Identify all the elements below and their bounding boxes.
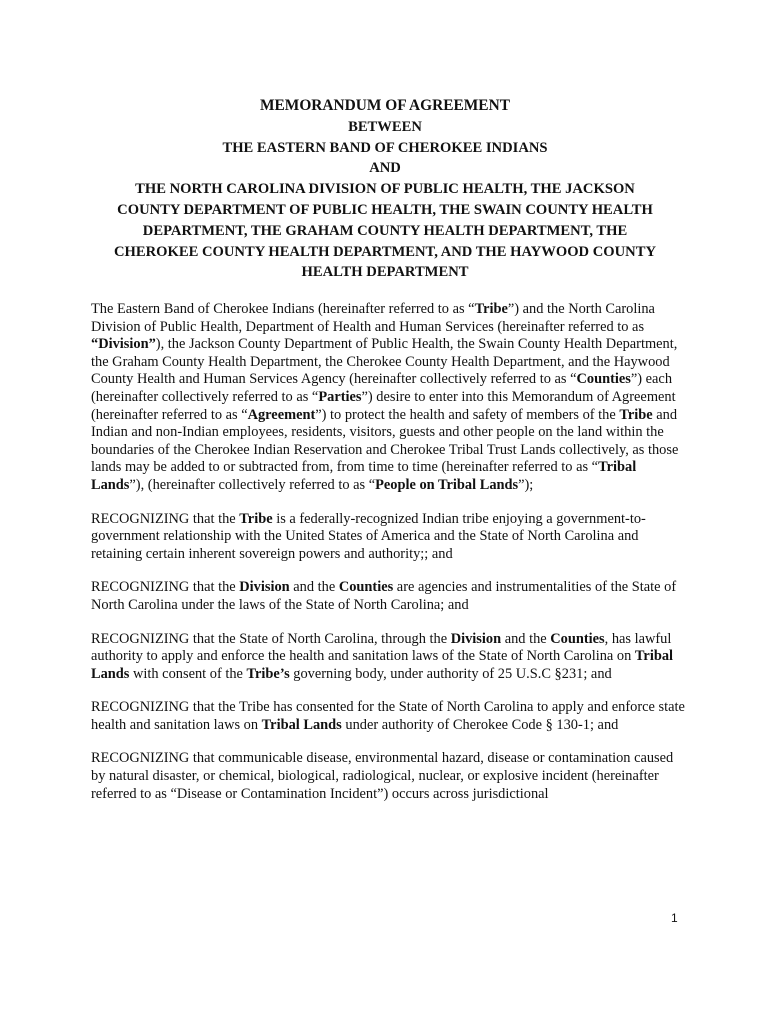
heading-party-two-line: DEPARTMENT, THE GRAHAM COUNTY HEALTH DEPARTMENT, THE (142, 222, 628, 239)
paragraph-text: ”) desire to enter into this Memorandum of Agreement (hereinafter referred to as “ (91, 388, 676, 423)
page-number: 1 (671, 911, 678, 925)
paragraph-text: , has lawful authority to apply and enforce the health and sanitation laws of the State of North Carolina on (91, 630, 672, 665)
document-heading (92, 96, 678, 283)
paragraph-text: RECOGNIZING that the (91, 579, 240, 596)
bold-term: Tribe (239, 510, 273, 527)
paragraph-text: and the (501, 630, 551, 647)
paragraph-text: ”); (518, 476, 534, 493)
paragraph-text: ”) each (hereinafter collectively referred to as “ (91, 371, 673, 405)
bold-term: Tribe (474, 301, 508, 317)
heading-party-one: THE EASTERN BAND OF CHEROKEE INDIANS (222, 139, 548, 156)
paragraph-text: governing body, under authority of 25 U.S.C §231; and (289, 665, 612, 682)
heading-party-two-line: CHEROKEE COUNTY HEALTH DEPARTMENT, AND THE HAYWOOD COUNTY (114, 243, 656, 260)
bold-term: Counties (576, 371, 631, 388)
heading-party-two-line: THE NORTH CAROLINA DIVISION OF PUBLIC HEALTH, THE JACKSON (135, 181, 635, 198)
document-body (91, 301, 685, 819)
paragraph (91, 301, 685, 495)
bold-term: “Division” (91, 336, 156, 353)
paragraph-text: is a federally-recognized Indian tribe enjoying a government-to-government relationship with the United States of America and the State of North Carolina and retaining certain inherent sovereign powers and authority;; and (91, 510, 646, 562)
heading-between: BETWEEN (348, 118, 422, 135)
paragraph (91, 579, 685, 614)
heading-party-two-line: HEALTH DEPARTMENT (301, 264, 469, 281)
heading-party-two-line: COUNTY DEPARTMENT OF PUBLIC HEALTH, THE SWAIN COUNTY HEALTH (117, 201, 653, 218)
paragraph-text: are agencies and instrumentalities of the State of North Carolina under the laws of the State of North Carolina; and (91, 579, 677, 613)
bold-term: Parties (318, 388, 362, 405)
paragraph (91, 631, 685, 684)
bold-term: People on Tribal Lands (375, 476, 519, 493)
bold-term: Counties (550, 630, 605, 647)
paragraph-text: ”) to protect the health and safety of members of the (315, 406, 620, 423)
paragraph (91, 511, 685, 564)
bold-term: Tribal Lands (91, 459, 637, 493)
paragraph-text: ”), (hereinafter collectively referred to as “ (129, 476, 376, 493)
paragraph (91, 699, 685, 734)
bold-term: Division (450, 630, 502, 647)
heading-and: AND (369, 160, 401, 177)
document-title: MEMORANDUM OF AGREEMENT (260, 97, 510, 114)
paragraph-text: The Eastern Band of Cherokee Indians (hereinafter referred to as “ (91, 301, 475, 317)
paragraph-text: and the (289, 579, 339, 596)
paragraph-text: ), the Jackson County Department of Public Health, the Swain County Health Department, the Graham County Health Department, the Cherokee County Health Department, and the Haywood County Health and Human Services Agency (hereinafter collectively referred to as “ (91, 336, 678, 388)
paragraph-text: with consent of the (129, 665, 247, 682)
bold-term: Agreement (247, 406, 316, 423)
paragraph-text: RECOGNIZING that the (91, 510, 240, 527)
paragraph (91, 750, 685, 803)
bold-term: Counties (338, 579, 394, 596)
paragraph-text: and Indian and non-Indian employees, residents, visitors, guests and other people on the land within the boundaries of the Cherokee Indian Reservation and Cherokee Tribal Trust Lands collectively, as those lands may be added to or subtracted from, from time to time (hereinafter referred to as “ (91, 406, 679, 476)
paragraph-text: RECOGNIZING that the State of North Carolina, through the (91, 630, 451, 647)
paragraph-text: RECOGNIZING that the Tribe has consented for the State of North Carolina to apply and enforce state health and sanitation laws on (91, 699, 685, 733)
bold-term: Tribal Lands (91, 648, 674, 682)
paragraph-text: RECOGNIZING that communicable disease, environmental hazard, disease or contamination caused by natural disaster, or chemical, biological, radiological, nuclear, or explosive incident (hereinafter referred to as “Disease or Contamination Incident”) occurs across jurisdictional (91, 750, 674, 802)
paragraph-text: ”) and the North Carolina Division of Public Health, Department of Health and Human Services (hereinafter referred to as (91, 301, 655, 335)
bold-term: Tribe’s (246, 665, 290, 682)
paragraph-text: under authority of Cherokee Code § 130-1; and (341, 716, 619, 733)
bold-term: Tribe (619, 406, 653, 423)
bold-term: Division (239, 579, 290, 596)
bold-term: Tribal Lands (261, 716, 342, 733)
